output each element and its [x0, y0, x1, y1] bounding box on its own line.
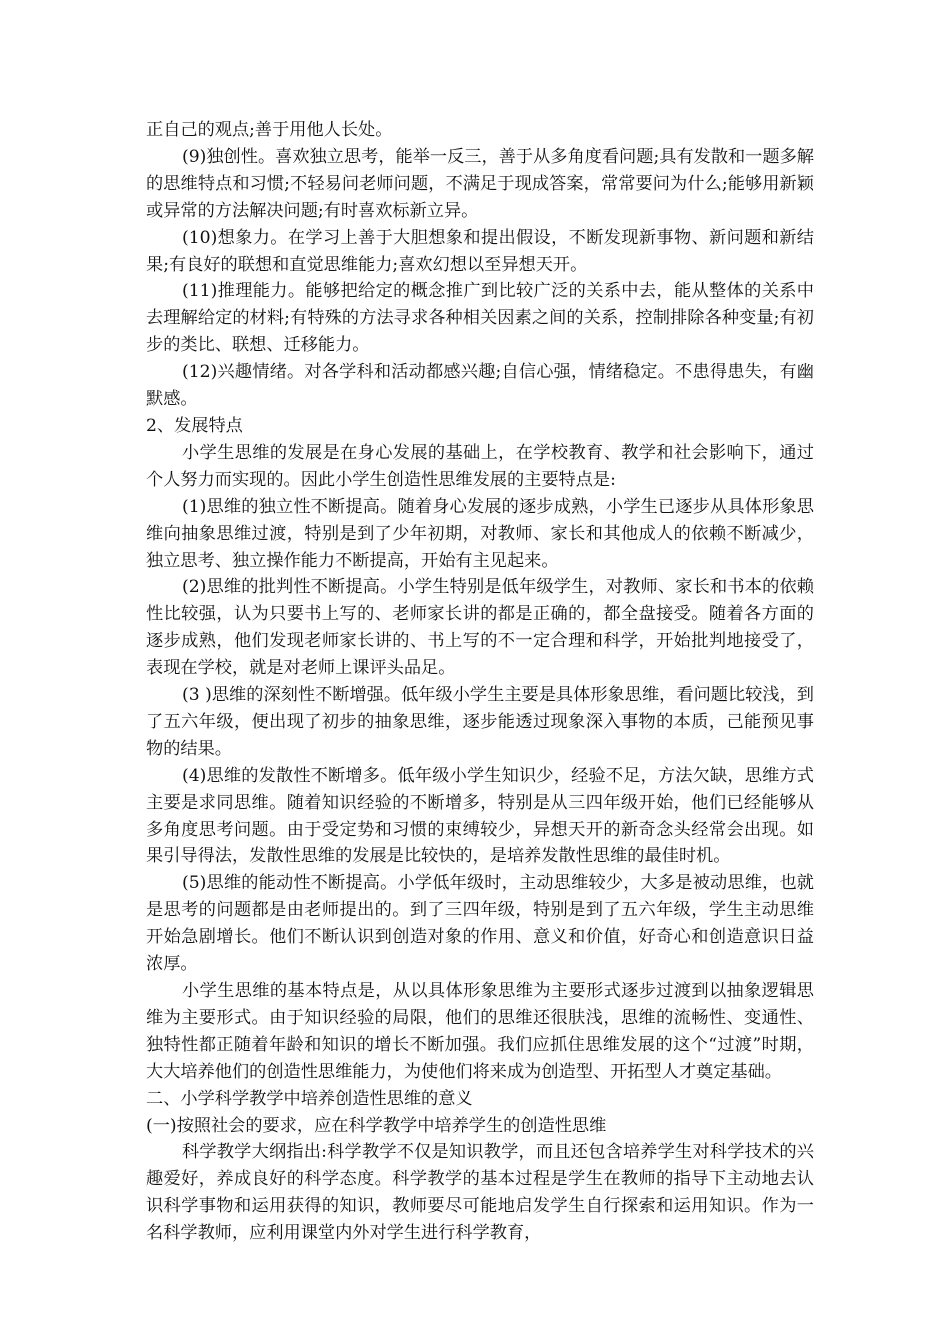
paragraph-interest: (12)兴趣情绪。对各学科和活动都感兴趣;自信心强，情绪稳定。不患得患失，有幽默感。: [146, 362, 814, 410]
section-heading-significance: 二、小学科学教学中培养创造性思维的意义: [146, 1088, 473, 1109]
paragraph-independence: (1)思维的独立性不断提高。随着身心发展的逐步成熟，小学生已逐步从具体形象思维向抽象思维过渡，特别是到了少年初期，对教师、家长和其他成人的依赖不断减少，独立思考、独立操作能力不断提高，开始有主见起来。: [146, 496, 814, 571]
subsection-heading-society: (一)按照社会的要求，应在科学教学中培养学生的创造性思维: [146, 1115, 607, 1136]
paragraph-imagination: (10)想象力。在学习上善于大胆想象和提出假设，不断发现新事物、新问题和新结果;有良好的联想和直觉思维能力;喜欢幻想以至异想天开。: [146, 227, 814, 275]
paragraph-syllabus: 科学教学大纲指出:科学教学不仅是知识教学，而且还包含培养学生对科学技术的兴趣爱好，养成良好的科学态度。科学教学的基本过程是学生在教师的指导下主动地去认识科学事物和运用获得的知识，教师要尽可能地启发学生自行探索和运用知识。作为一名科学教师，应利用课堂内外对学生进行科学教育，: [146, 1142, 814, 1244]
section-heading-development: 2、发展特点: [146, 415, 243, 436]
paragraph-depth: (3 )思维的深刻性不断增强。低年级小学生主要是具体形象思维，看问题比较浅，到了五六年级，便出现了初步的抽象思维，逐步能透过现象深入事物的本质，己能预见事物的结果。: [146, 685, 814, 759]
paragraph-initiative: (5)思维的能动性不断提高。小学低年级时，主动思维较少，大多是被动思维，也就是思考的问题都是由老师提出的。到了三四年级，特别是到了五六年级，学生主动思维开始急剧增长。他们不断认识到创造对象的作用、意义和价值，好奇心和创造意识日益浓厚。: [146, 873, 814, 975]
paragraph-critical: (2)思维的批判性不断提高。小学生特别是低年级学生，对教师、家长和书本的依赖性比较强，认为只要书上写的、老师家长讲的都是正确的，都全盘接受。随着各方面的逐步成熟，他们发现老师家长讲的、书上写的不一定合理和科学，开始批判地接受了，表现在学校，就是对老师上课评头品足。: [146, 577, 814, 679]
paragraph-continuation: 正自己的观点;善于用他人长处。: [146, 120, 393, 140]
paragraph-development-intro: 小学生思维的发展是在身心发展的基础上，在学校教育、教学和社会影响下，通过个人努力而实现的。因此小学生创造性思维发展的主要特点是:: [146, 442, 814, 490]
document-body: [146, 117, 814, 1247]
paragraph-reasoning: (11)推理能力。能够把给定的概念推广到比较广泛的关系中去，能从整体的关系中去理解给定的材料;有特殊的方法寻求各种相关因素之间的关系，控制排除各种变量;有初步的类比、联想、迁移能力。: [146, 281, 814, 356]
paragraph-summary: 小学生思维的基本特点是，从以具体形象思维为主要形式逐步过渡到以抽象逻辑思维为主要形式。由于知识经验的局限，他们的思维还很肤浅，思维的流畅性、变通性、独特性都正随着年龄和知识的增长不断加强。我们应抓住思维发展的这个“过渡”时期，大大培养他们的创造性思维能力，为使他们将来成为创造型、开拓型人才奠定基础。: [146, 981, 814, 1082]
paragraph-divergence: (4)思维的发散性不断增多。低年级小学生知识少，经验不足，方法欠缺，思维方式主要是求同思维。随着知识经验的不断增多，特别是从三四年级开始，他们已经能够从多角度思考问题。由于受定势和习惯的束缚较少，异想天开的新奇念头经常会出现。如果引导得法，发散性思维的发展是比较快的，是培养发散性思维的最佳时机。: [146, 765, 814, 867]
paragraph-originality: (9)独创性。喜欢独立思考，能举一反三，善于从多角度看问题;具有发散和一题多解的思维特点和习惯;不轻易问老师问题，不满足于现成答案，常常要问为什么;能够用新颖或异常的方法解决问题;有时喜欢标新立异。: [146, 146, 814, 221]
